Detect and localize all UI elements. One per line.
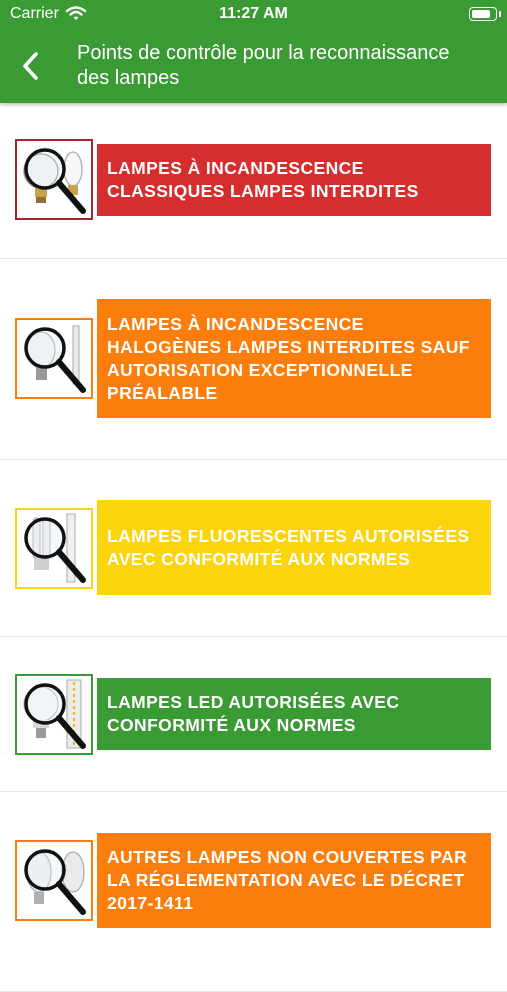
label-text: LAMPES À INCANDESCENCE CLASSIQUES LAMPES INTERDITES bbox=[107, 158, 419, 201]
label-text: LAMPES LED AUTORISÉES AVEC CONFORMITÉ AUX NORMES bbox=[107, 692, 400, 735]
label-text: AUTRES LAMPES NON COUVERTES PAR LA RÉGLEMENTATION AVEC LE DÉCRET 2017-1411 bbox=[107, 847, 468, 913]
carrier-label: Carrier bbox=[10, 5, 59, 22]
label-halogen bbox=[97, 299, 491, 418]
led-lamps-magnifier-icon bbox=[15, 674, 93, 755]
status-bar bbox=[0, 0, 507, 30]
fluorescent-lamps-magnifier-icon bbox=[15, 508, 93, 589]
halogen-bulbs-magnifier-icon bbox=[15, 318, 93, 399]
label-incandescent bbox=[97, 144, 491, 216]
other-lamps-magnifier-icon bbox=[15, 840, 93, 921]
list-item-led[interactable] bbox=[0, 636, 507, 792]
label-fluorescent bbox=[97, 500, 491, 595]
chevron-left-icon bbox=[14, 48, 50, 84]
page-title: Points de contrôle pour la reconnaissance des lampes bbox=[77, 42, 450, 89]
label-text: LAMPES À INCANDESCENCE HALOGÈNES LAMPES INTERDITES SAUF AUTORISATION EXCEPTIONNELLE PRÉALABLE bbox=[107, 313, 470, 403]
battery-icon bbox=[469, 7, 497, 21]
list-item-incandescent[interactable] bbox=[0, 103, 507, 259]
lamp-category-list bbox=[0, 103, 507, 913]
back-button[interactable] bbox=[14, 48, 50, 84]
label-text: LAMPES FLUORESCENTES AUTORISÉES AVEC CONFORMITÉ AUX NORMES bbox=[107, 525, 470, 569]
list-item-other[interactable] bbox=[0, 791, 507, 992]
navigation-bar bbox=[0, 30, 507, 103]
label-led bbox=[97, 678, 491, 750]
label-other bbox=[97, 833, 491, 928]
list-item-halogen[interactable] bbox=[0, 258, 507, 460]
incandescent-bulbs-magnifier-icon bbox=[15, 139, 93, 220]
list-item-fluorescent[interactable] bbox=[0, 459, 507, 637]
status-time: 11:27 AM bbox=[219, 5, 288, 22]
